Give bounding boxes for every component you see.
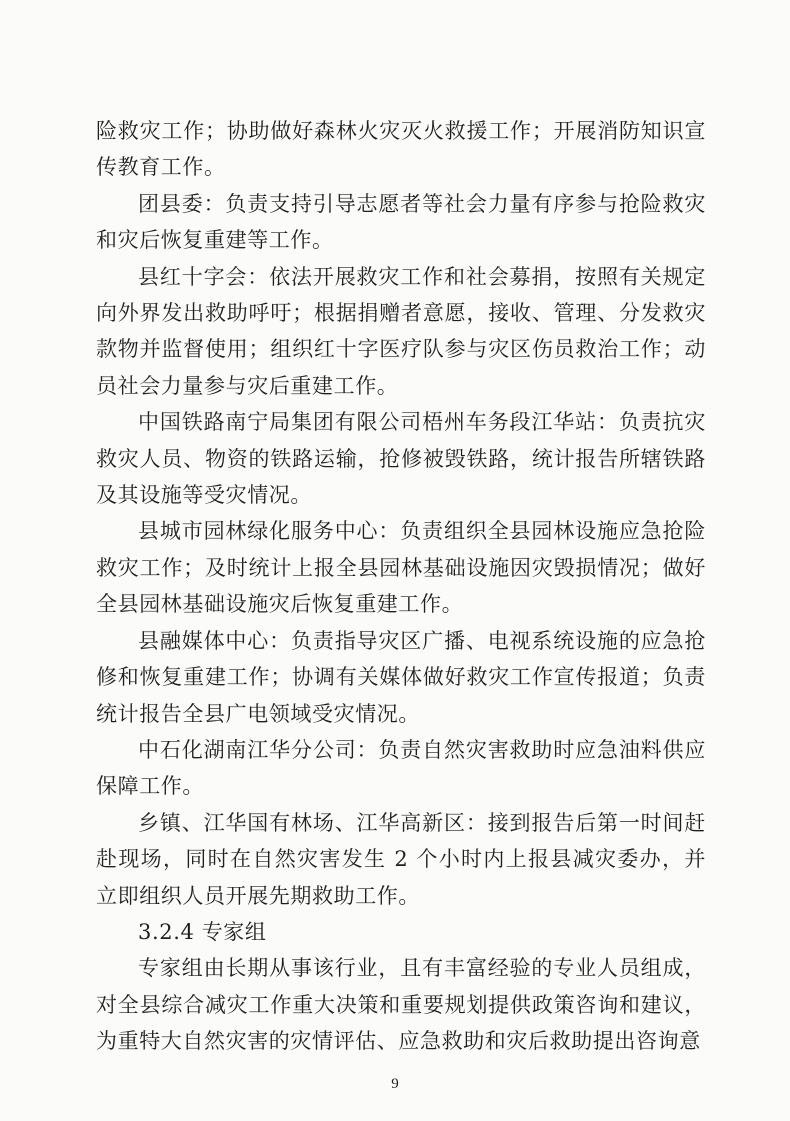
paragraph-railway: 中国铁路南宁局集团有限公司梧州车务段江华站：负责抗灾救灾人员、物资的铁路运输，抢修被毁铁路，统计报告所辖铁路及其设施等受灾情况。: [96, 410, 706, 508]
paragraph-red-cross: 县红十字会：依法开展救灾工作和社会募捐，按照有关规定向外界发出救助呼吁；根据捐赠者意愿，接收、管理、分发救灾款物并监督使用；组织红十字医疗队参与灾区伤员救治工作；动员社会力量参与灾后重建工作。: [96, 264, 706, 398]
paragraph-expert-group: 专家组由长期从事该行业，且有丰富经验的专业人员组成，对全县综合减灾工作重大决策和重要规划提供政策咨询和建议，为重特大自然灾害的灾情评估、应急救助和灾后救助提出咨询意: [96, 956, 706, 1054]
paragraph-landscaping: 县城市园林绿化服务中心：负责组织全县园林设施应急抢险救灾工作；及时统计上报全县园林基础设施因灾毁损情况；做好全县园林基础设施灾后恢复重建工作。: [96, 519, 706, 617]
page-number: 9: [391, 1076, 399, 1092]
paragraph-sinopec: 中石化湖南江华分公司：负责自然灾害救助时应急油料供应保障工作。: [96, 737, 706, 799]
paragraph-youth-league: 团县委：负责支持引导志愿者等社会力量有序参与抢险救灾和灾后恢复重建等工作。: [96, 191, 706, 253]
paragraph-media-center: 县融媒体中心：负责指导灾区广播、电视系统设施的应急抢修和恢复重建工作；协调有关媒体做好救灾工作宣传报道；负责统计报告全县广电领域受灾情况。: [96, 628, 706, 726]
document-body: [96, 113, 706, 1060]
paragraph-continued: 险救灾工作；协助做好森林火灾灭火救援工作；开展消防知识宣传教育工作。: [96, 119, 706, 180]
section-heading: 3.2.4 专家组: [138, 919, 267, 944]
paragraph-townships: 乡镇、江华国有林场、江华高新区：接到报告后第一时间赶赴现场，同时在自然灾害发生 2 个小时内上报县减灾委办，并立即组织人员开展先期救助工作。: [96, 810, 706, 908]
